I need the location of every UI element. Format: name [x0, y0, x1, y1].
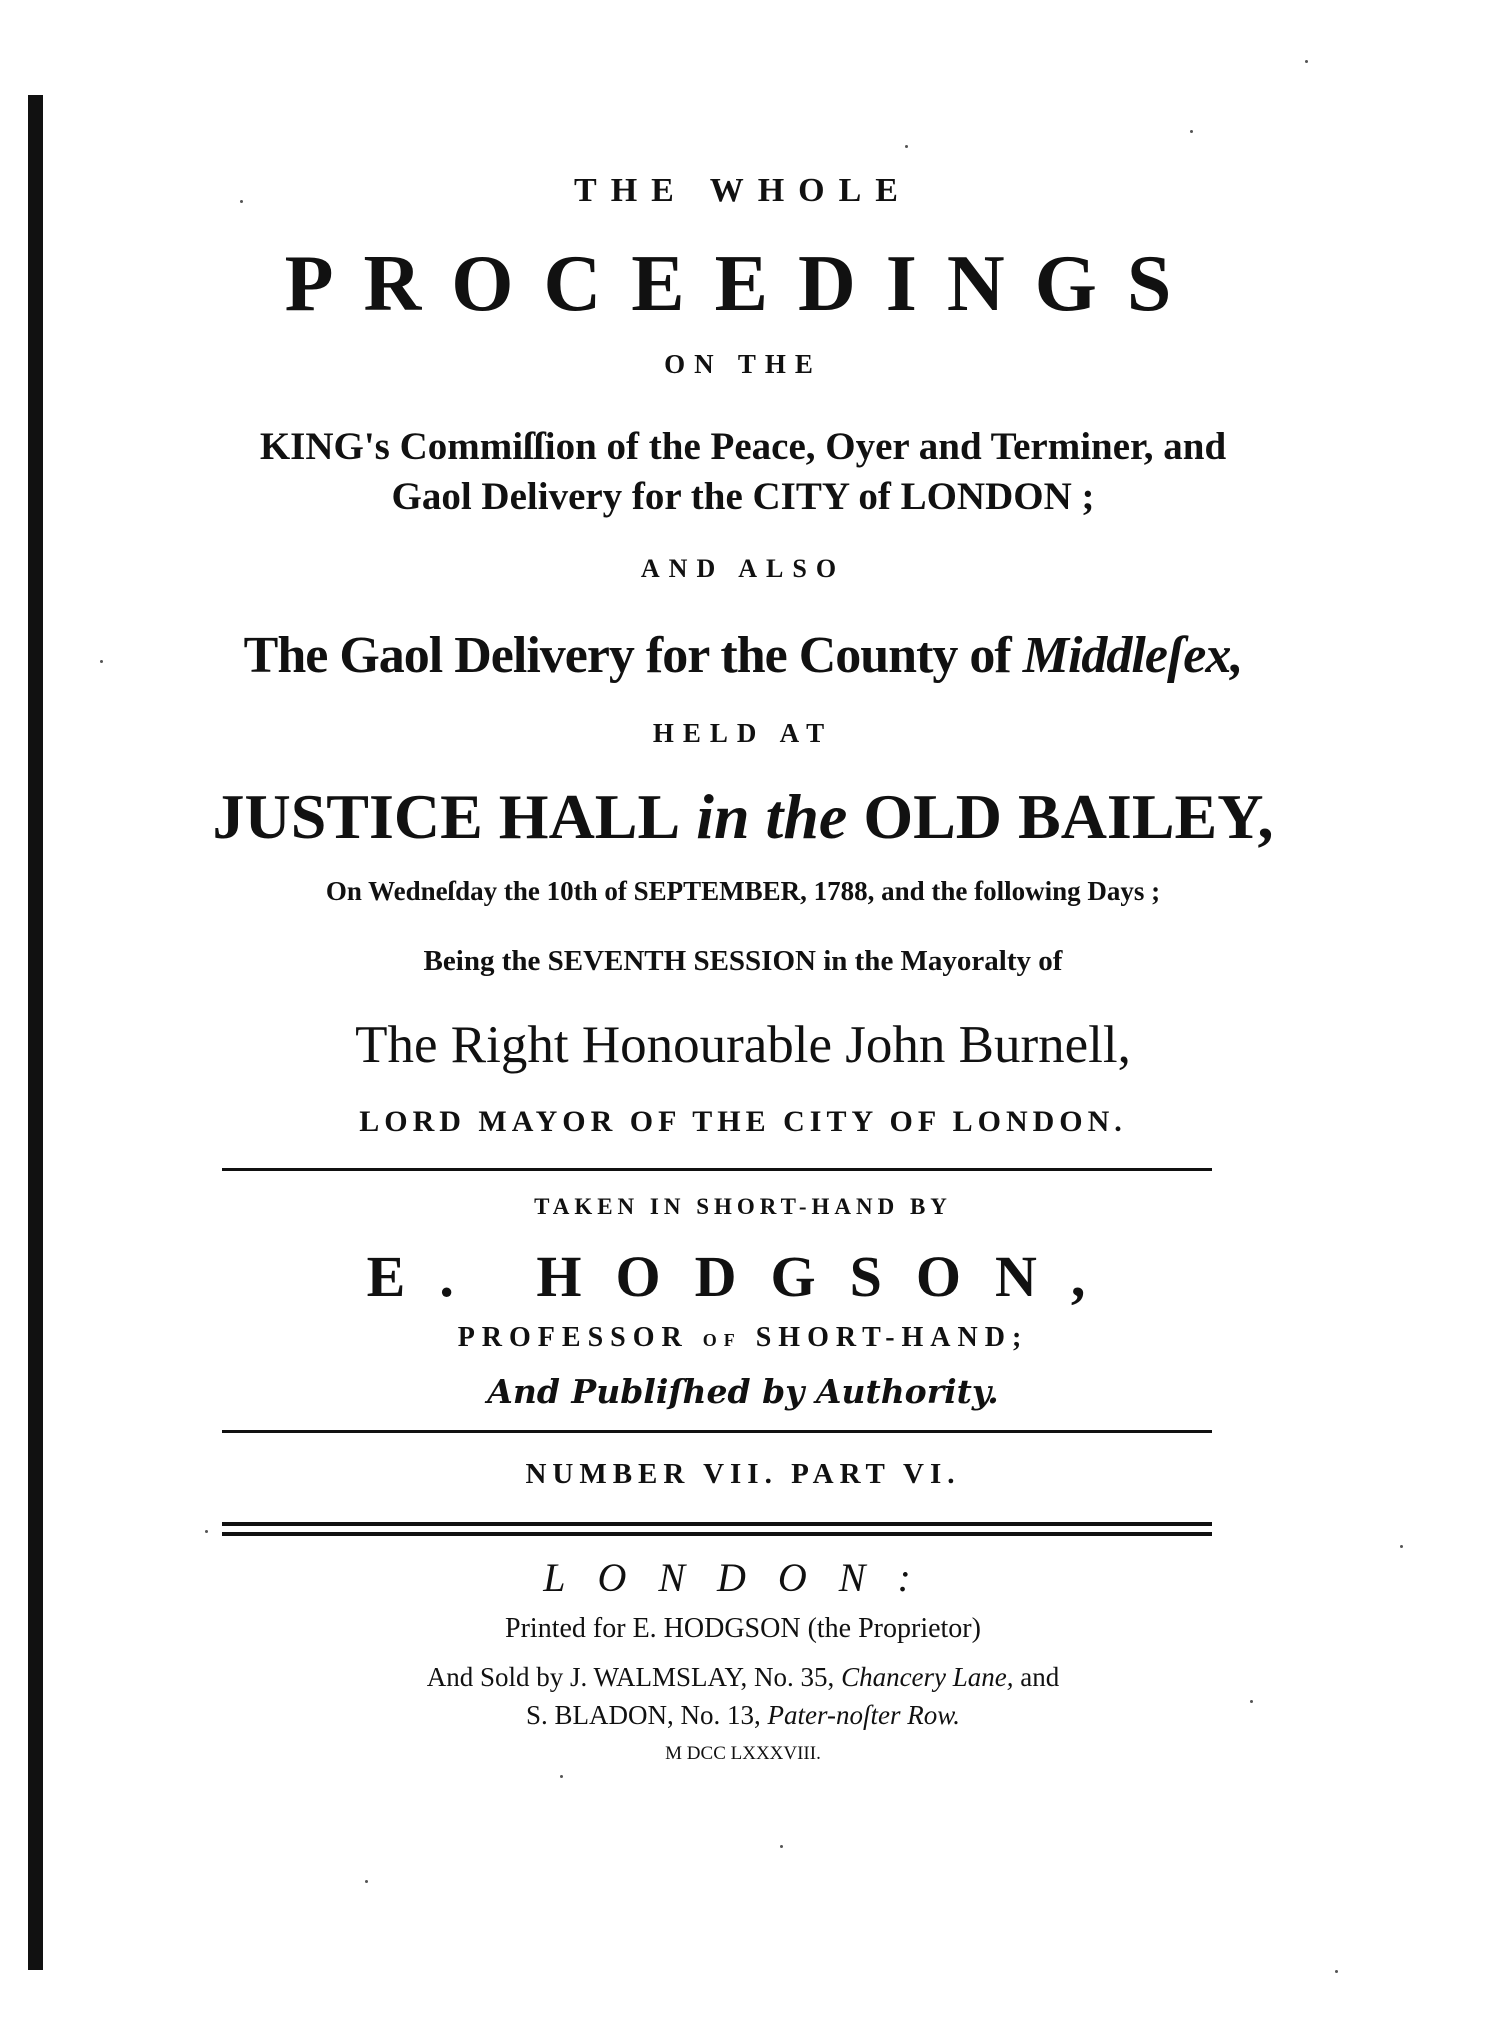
seller-two-address: Pater-noſter Row.: [767, 1700, 960, 1730]
seller-one-address: Chancery Lane,: [841, 1662, 1014, 1692]
print-speck: [205, 1530, 208, 1533]
professor-line: [0, 1322, 1486, 1354]
print-speck: [1305, 60, 1308, 63]
imprint-printed-for: Printed for E. HODGSON (the Proprietor): [505, 1613, 981, 1644]
divider-rule: [222, 1430, 1212, 1433]
old-bailey: OLD BAILEY,: [863, 781, 1274, 852]
author-name: E. HODGSON,: [366, 1244, 1120, 1309]
county-line-roman: The Gaol Delivery for the County of: [243, 627, 1011, 684]
print-speck: [560, 1775, 563, 1778]
heading-the-whole: THE WHOLE: [574, 172, 912, 209]
seller-two: S. BLADON, No. 13,: [526, 1700, 761, 1730]
professor-word: PROFESSOR: [457, 1322, 689, 1353]
heading-proceedings: PROCEEDINGS: [284, 240, 1202, 328]
gaol-delivery-line: Gaol Delivery for the CITY of LONDON ;: [391, 475, 1095, 518]
and-also-line: AND ALSO: [640, 554, 846, 583]
imprint-sold-by-2: [0, 1700, 1486, 1731]
print-speck: [905, 145, 908, 148]
number-part-line: NUMBER VII. PART VI.: [525, 1458, 961, 1490]
date-line: On Wedneſday the 10th of SEPTEMBER, 1788, and the following Days ;: [325, 876, 1161, 906]
county-line: [0, 626, 1486, 685]
of-word: OF: [702, 1330, 742, 1350]
heading-on-the: ON THE: [664, 349, 822, 379]
imprint-sold-by: [0, 1662, 1486, 1693]
commission-line: KING's Commiſſion of the Peace, Oyer and Terminer, and: [259, 425, 1227, 468]
justice-hall-line: [0, 780, 1486, 854]
imprint-year: M DCC LXXXVIII.: [665, 1743, 821, 1764]
seller-one: And Sold by J. WALMSLAY, No. 35,: [426, 1662, 835, 1692]
in-the: in the: [696, 781, 848, 852]
lord-mayor-name: The Right Honourable John Burnell,: [355, 1016, 1131, 1074]
and-word: and: [1020, 1662, 1060, 1692]
shorthand-word: SHORT-HAND;: [755, 1322, 1029, 1353]
print-speck: [1190, 130, 1193, 133]
published-by-authority: And Publiſhed by Authority.: [487, 1372, 999, 1411]
double-rule-top: [222, 1522, 1212, 1526]
double-rule-bottom: [222, 1532, 1212, 1536]
taken-in-shorthand: TAKEN IN SHORT-HAND BY: [534, 1194, 952, 1219]
print-speck: [1400, 1545, 1403, 1548]
justice-hall: JUSTICE HALL: [212, 781, 681, 852]
print-speck: [365, 1880, 368, 1883]
session-line: Being the SEVENTH SESSION in the Mayoralty of: [423, 945, 1063, 977]
print-speck: [780, 1845, 783, 1848]
county-name: Middleſex,: [1022, 627, 1243, 684]
held-at-line: HELD AT: [652, 718, 834, 748]
lord-mayor-title: LORD MAYOR OF THE CITY OF LONDON.: [359, 1105, 1127, 1138]
imprint-city: LONDON:: [543, 1555, 943, 1600]
divider-rule: [222, 1168, 1212, 1171]
print-speck: [1335, 1970, 1338, 1973]
